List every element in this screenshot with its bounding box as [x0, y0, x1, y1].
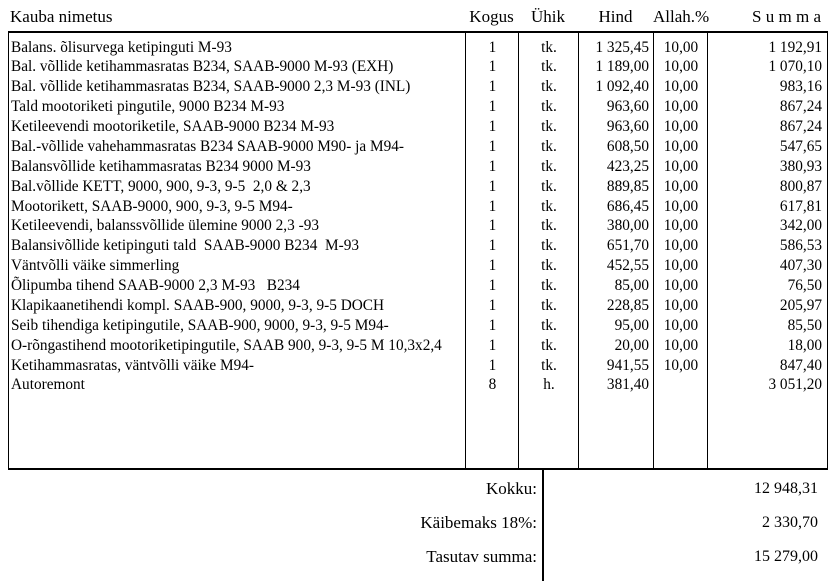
unit-cell: tk. [541, 177, 557, 195]
discount-cell: 10,00 [663, 137, 699, 155]
unit-cell: h. [543, 376, 555, 394]
unit-cell: tk. [541, 78, 557, 96]
table-row [9, 38, 827, 58]
total-row-kaibemaks [0, 506, 831, 540]
unit-cell: tk. [541, 38, 557, 56]
name-cell: O-rõngastihend mootoriketipingutile, SAAB 900, 9-3, 9-5 M 10,3x2,4 [11, 336, 442, 354]
qty-cell: 1 [488, 336, 497, 354]
invoice-rows [9, 33, 827, 395]
name-cell: Bal.-võllide vahehammasratas B234 SAAB-9000 M90- ja M94- [11, 137, 404, 155]
discount-cell: 10,00 [663, 58, 699, 76]
name-cell: Väntvõlli väike simmerling [11, 257, 180, 275]
sum-cell: 380,93 [779, 157, 822, 175]
table-row [9, 117, 827, 137]
totals-section [0, 470, 831, 574]
table-row [9, 256, 827, 276]
qty-cell: 1 [488, 356, 497, 374]
column-header-hind: Hind [598, 7, 633, 26]
price-cell: 686,45 [606, 197, 649, 215]
qty-cell: 1 [488, 296, 497, 314]
discount-cell: 10,00 [663, 217, 699, 235]
qty-cell: 1 [488, 157, 497, 175]
total-label: Tasutav summa: [426, 547, 537, 566]
table-row [9, 356, 827, 376]
qty-cell: 1 [488, 217, 497, 235]
sum-cell: 1 192,91 [768, 38, 822, 56]
price-cell: 20,00 [614, 336, 649, 354]
unit-cell: tk. [541, 296, 557, 314]
column-header-allah: Allah.% [653, 7, 710, 26]
discount-cell: 10,00 [663, 118, 699, 136]
qty-cell: 1 [488, 177, 497, 195]
sum-cell: 407,30 [779, 257, 822, 275]
unit-cell: tk. [541, 118, 557, 136]
price-cell: 381,40 [606, 376, 649, 394]
column-divider-line [465, 33, 467, 468]
sum-cell: 800,87 [779, 177, 822, 195]
qty-cell: 1 [488, 78, 497, 96]
name-cell: Ketihammasratas, väntvõlli väike M94- [11, 356, 254, 374]
price-cell: 651,70 [606, 237, 649, 255]
table-header [8, 3, 828, 31]
name-cell: Autoremont [11, 376, 85, 394]
total-label: Kokku: [486, 479, 537, 498]
total-value: 2 330,70 [762, 514, 818, 531]
price-cell: 1 092,40 [595, 78, 649, 96]
qty-cell: 1 [488, 118, 497, 136]
sum-cell: 547,65 [779, 137, 822, 155]
price-cell: 941,55 [606, 356, 649, 374]
price-cell: 423,25 [606, 157, 649, 175]
discount-cell [654, 375, 708, 395]
column-header-kauba-nimetus: Kauba nimetus [10, 7, 113, 26]
discount-cell: 10,00 [663, 98, 699, 116]
qty-cell: 1 [488, 277, 497, 295]
name-cell: Bal. võllide ketihammasratas B234, SAAB-9000 M-93 (EXH) [11, 58, 394, 76]
unit-cell: tk. [541, 356, 557, 374]
totals-divider-line [542, 470, 544, 581]
price-cell: 963,60 [606, 118, 649, 136]
sum-cell: 342,00 [779, 217, 822, 235]
discount-cell: 10,00 [663, 237, 699, 255]
qty-cell: 1 [488, 257, 497, 275]
table-row [9, 177, 827, 197]
column-divider-line [578, 33, 580, 468]
price-cell: 452,55 [606, 257, 649, 275]
sum-cell: 867,24 [779, 98, 822, 116]
qty-cell: 1 [488, 38, 497, 56]
table-row [9, 296, 827, 316]
qty-cell: 1 [488, 316, 497, 334]
table-row [9, 77, 827, 97]
column-header-summa: S u m m a [752, 7, 821, 26]
name-cell: Bal.võllide KETT, 9000, 900, 9-3, 9-5 2,0 & 2,3 [11, 177, 311, 195]
sum-cell: 867,24 [779, 118, 822, 136]
unit-cell: tk. [541, 277, 557, 295]
price-cell: 963,60 [606, 98, 649, 116]
sum-cell: 617,81 [779, 197, 822, 215]
price-cell: 889,85 [606, 177, 649, 195]
sum-cell: 3 051,20 [768, 376, 822, 394]
unit-cell: tk. [541, 197, 557, 215]
discount-cell: 10,00 [663, 38, 699, 56]
table-row [9, 157, 827, 177]
discount-cell: 10,00 [663, 257, 699, 275]
sum-cell: 1 070,10 [768, 58, 822, 76]
name-cell: Õlipumba tihend SAAB-9000 2,3 M-93 B234 [11, 277, 300, 295]
discount-cell: 10,00 [663, 356, 699, 374]
total-row-tasutav-summa [0, 540, 831, 574]
discount-cell: 10,00 [663, 197, 699, 215]
price-cell: 1 189,00 [595, 58, 649, 76]
unit-cell: tk. [541, 137, 557, 155]
price-cell: 95,00 [614, 316, 649, 334]
name-cell: Balansvõllide ketihammasratas B234 9000 M-93 [11, 157, 311, 175]
discount-cell: 10,00 [663, 157, 699, 175]
table-row [9, 97, 827, 117]
table-row [9, 216, 827, 236]
sum-cell: 983,16 [779, 78, 822, 96]
unit-cell: tk. [541, 237, 557, 255]
column-divider-line [653, 33, 655, 468]
table-row [9, 316, 827, 336]
sum-cell: 205,97 [779, 296, 822, 314]
sum-cell: 586,53 [779, 237, 822, 255]
unit-cell: tk. [541, 58, 557, 76]
table-row [9, 57, 827, 77]
column-divider-line [707, 33, 709, 468]
sum-cell: 85,50 [787, 316, 822, 334]
column-header-uhik: Ühik [531, 7, 565, 26]
unit-cell: tk. [541, 157, 557, 175]
qty-cell: 1 [488, 237, 497, 255]
qty-cell: 1 [488, 137, 497, 155]
sum-cell: 18,00 [787, 336, 822, 354]
name-cell: Ketileevendi, balanssvõllide ülemine 9000 2,3 -93 [11, 217, 319, 235]
name-cell: Klapikaanetihendi kompl. SAAB-900, 9000, 9-3, 9-5 DOCH [11, 296, 385, 314]
price-cell: 608,50 [606, 137, 649, 155]
total-value: 15 279,00 [754, 548, 818, 565]
total-label: Käibemaks 18%: [420, 513, 537, 532]
price-cell: 1 325,45 [595, 38, 649, 56]
price-cell: 380,00 [606, 217, 649, 235]
table-row [9, 236, 827, 256]
name-cell: Bal. võllide ketihammasratas B234, SAAB-9000 2,3 M-93 (INL) [11, 78, 411, 96]
table-row [9, 276, 827, 296]
unit-cell: tk. [541, 316, 557, 334]
discount-cell: 10,00 [663, 78, 699, 96]
total-row-kokku [0, 472, 831, 506]
qty-cell: 1 [488, 98, 497, 116]
column-divider-line [518, 33, 520, 468]
table-row [9, 375, 827, 395]
unit-cell: tk. [541, 98, 557, 116]
sum-cell: 76,50 [787, 277, 822, 295]
table-row [9, 137, 827, 157]
discount-cell: 10,00 [663, 316, 699, 334]
table-row [9, 197, 827, 217]
unit-cell: tk. [541, 336, 557, 354]
discount-cell: 10,00 [663, 177, 699, 195]
qty-cell: 1 [488, 197, 497, 215]
name-cell: Seib tihendiga ketipingutile, SAAB-900, 9000, 9-3, 9-5 M94- [11, 316, 389, 334]
qty-cell: 8 [488, 376, 497, 394]
discount-cell: 10,00 [663, 296, 699, 314]
discount-cell: 10,00 [663, 277, 699, 295]
unit-cell: tk. [541, 217, 557, 235]
name-cell: Balans. õlisurvega ketipinguti M-93 [11, 38, 232, 56]
unit-cell: tk. [541, 257, 557, 275]
price-cell: 85,00 [614, 277, 649, 295]
qty-cell: 1 [488, 58, 497, 76]
invoice-table-body [8, 31, 828, 470]
discount-cell: 10,00 [663, 336, 699, 354]
name-cell: Ketileevendi mootoriketile, SAAB-9000 B234 M-93 [11, 118, 335, 136]
sum-cell: 847,40 [779, 356, 822, 374]
table-row [9, 336, 827, 356]
name-cell: Mootorikett, SAAB-9000, 900, 9-3, 9-5 M94- [11, 197, 293, 215]
name-cell: Balansivõllide ketipinguti tald SAAB-9000 B234 M-93 [11, 237, 359, 255]
name-cell: Tald mootoriketi pingutile, 9000 B234 M-93 [11, 98, 285, 116]
price-cell: 228,85 [606, 296, 649, 314]
total-value: 12 948,31 [754, 480, 818, 497]
column-header-kogus: Kogus [469, 7, 514, 26]
